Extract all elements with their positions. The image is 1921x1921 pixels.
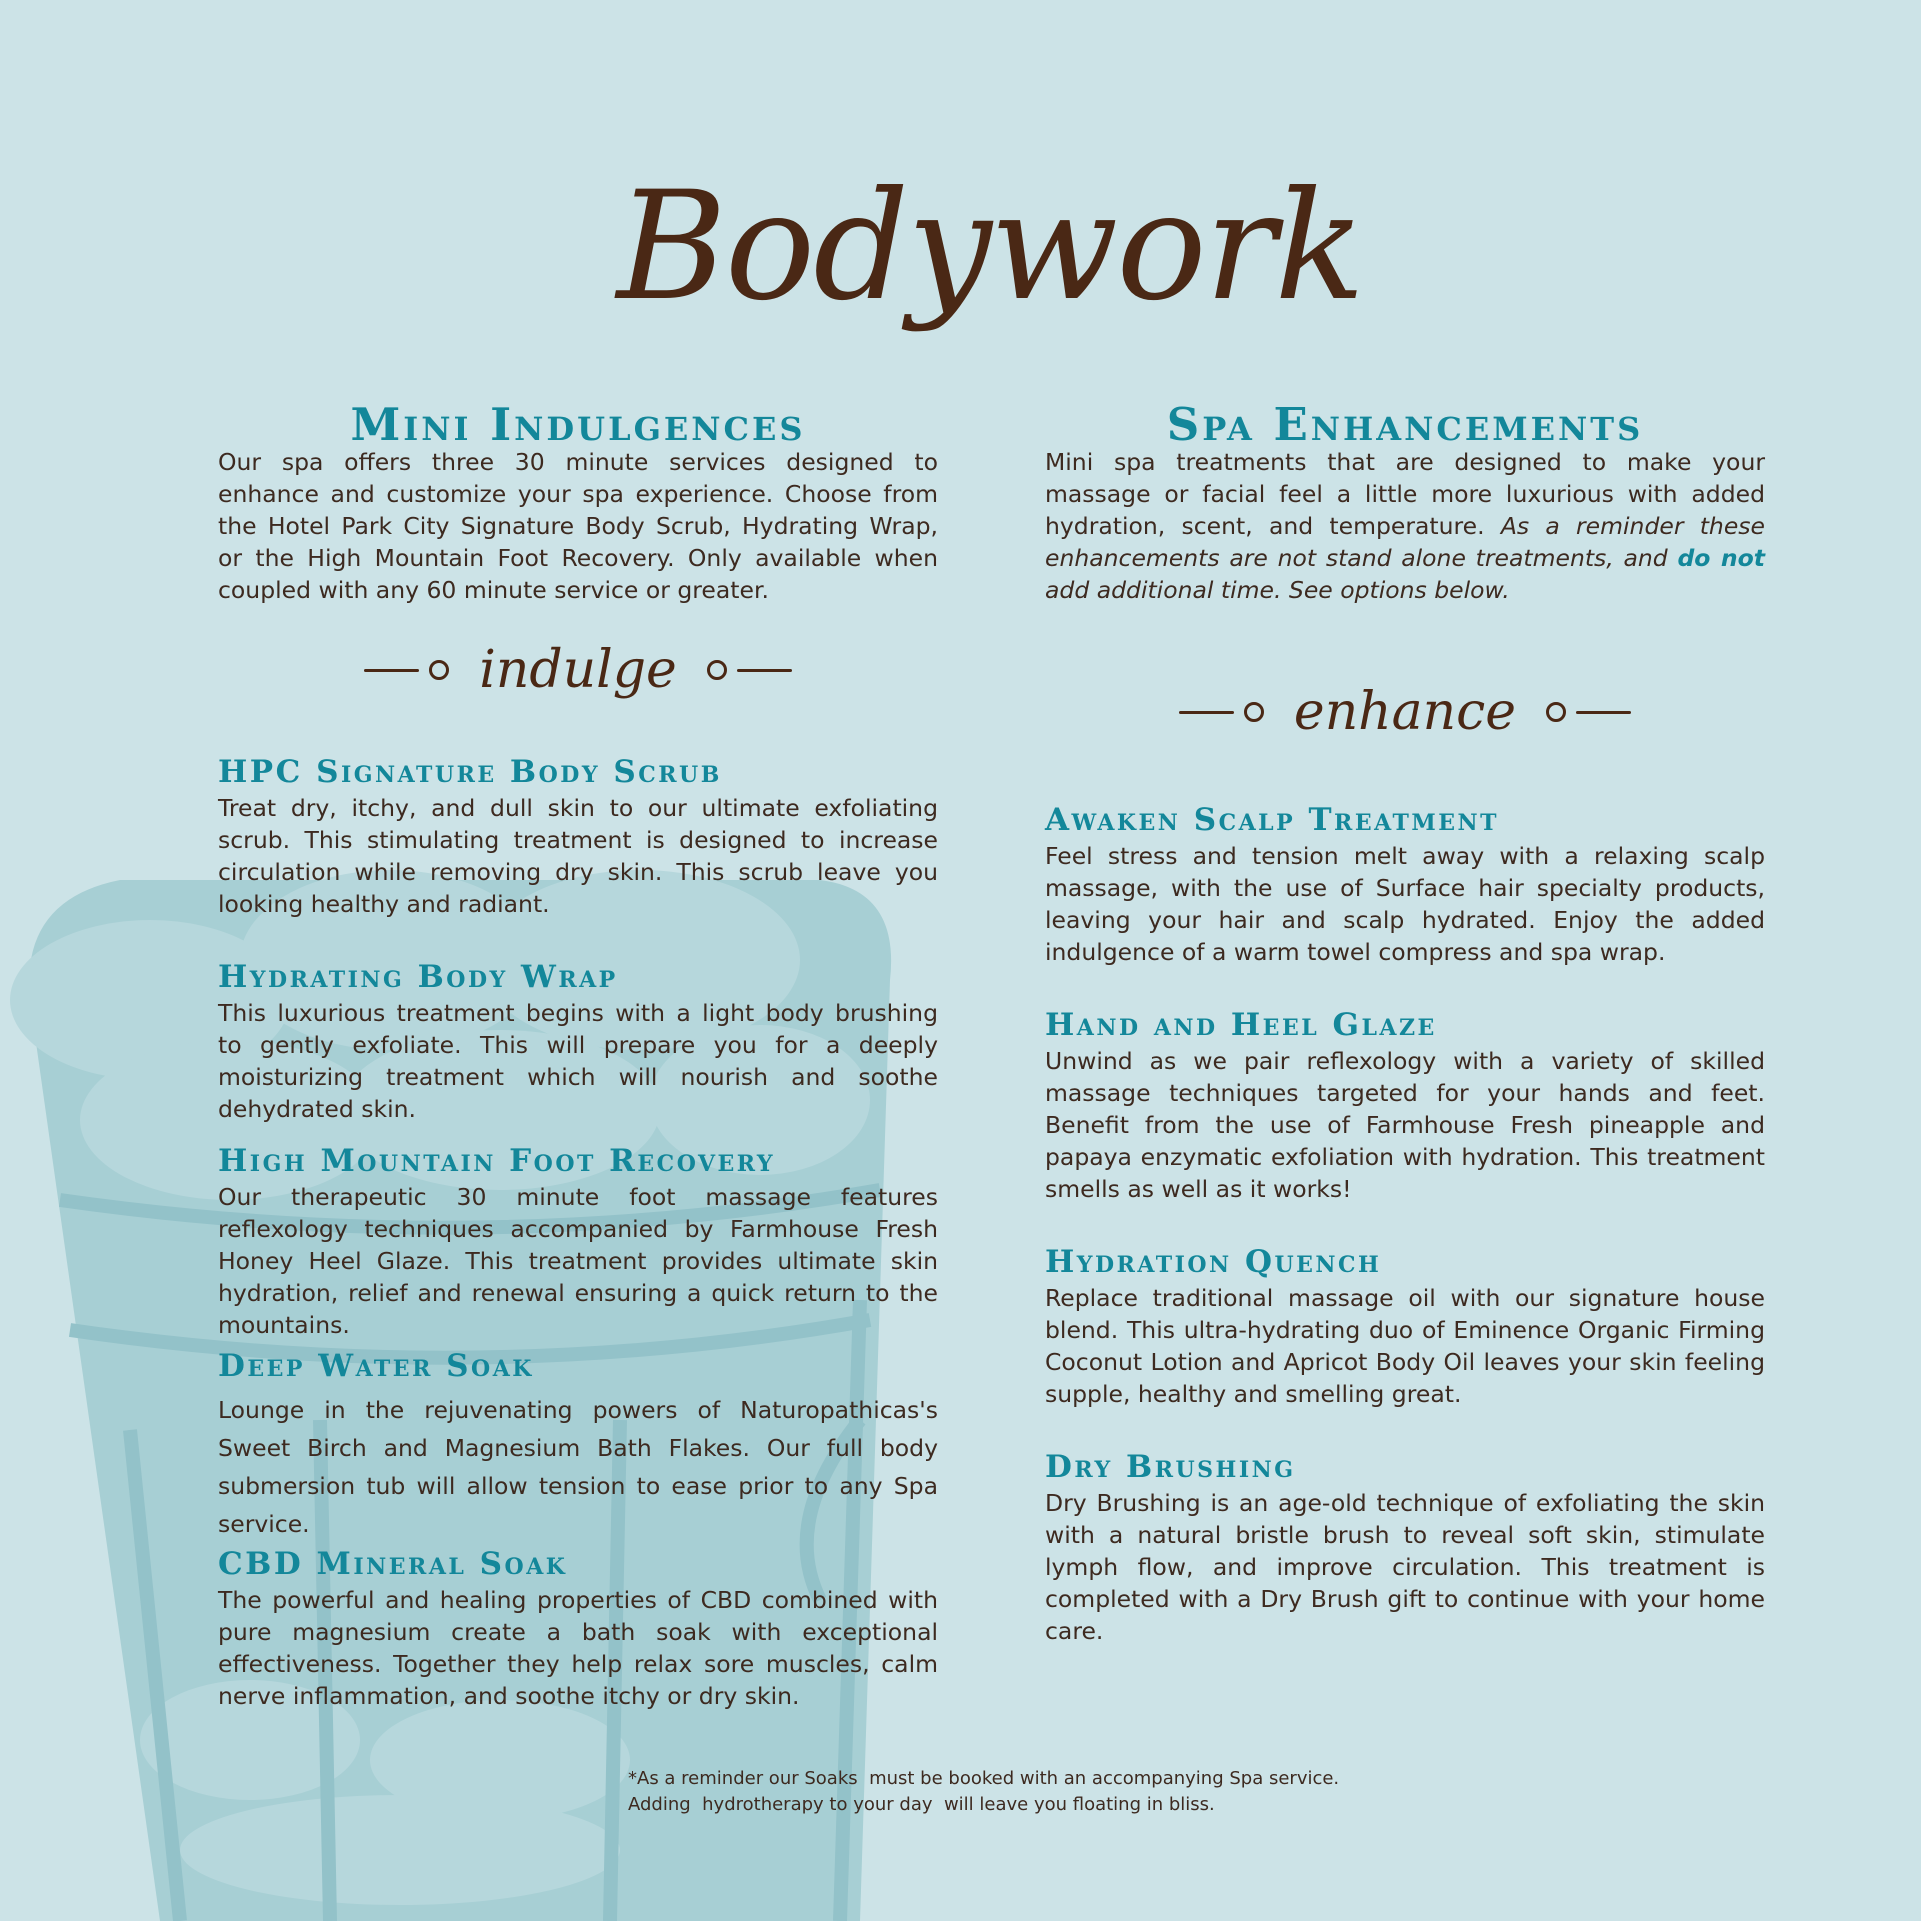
item-title-hpc-signature-body-scrub: HPC Signature Body Scrub [218, 754, 722, 790]
divider-dot [1244, 702, 1264, 722]
item-desc-hydration-quench: Replace traditional massage oil with our signature house blend. This ultra-hydrating duo of Eminence Organic Firming Coconut Lotion and Apricot Body Oil leaves your skin feeling supple, healthy and smelling great. [1045, 1284, 1765, 1408]
item-desc-hand-and-heel-glaze: Unwind as we pair reflexology with a variety of skilled massage techniques targeted for your hands and feet. Benefit from the use of Farmhouse Fresh pineapple and papaya enzymatic exfoliation with hydration. This treatment smells as well as it works! [1045, 1047, 1765, 1203]
mini-indulgences-heading: Mini Indulgences [350, 398, 806, 451]
divider-line [1576, 711, 1631, 714]
divider-dot [707, 660, 727, 680]
item-title-high-mountain-foot-recovery: High Mountain Foot Recovery [218, 1143, 776, 1179]
soak-footnote [628, 1766, 1339, 1818]
spa-enhancements-intro [1045, 446, 1765, 606]
enhance-divider-label: enhance [1293, 682, 1517, 742]
item-title-dry-brushing: Dry Brushing [1045, 1449, 1296, 1485]
intro-text: Mini spa treatments that are designed to make your massage or facial feel a little more luxurious with added hydration, scent, and temperature. [1045, 448, 1765, 540]
item-title-hand-and-heel-glaze: Hand and Heel Glaze [1045, 1007, 1437, 1043]
divider-line [1179, 711, 1234, 714]
item-desc-hpc-signature-body-scrub: Treat dry, itchy, and dull skin to our ultimate exfoliating scrub. This stimulating treatment is designed to increase circulation while removing dry skin. This scrub leave you looking healthy and radiant. [218, 794, 938, 918]
footnote-line-2: Adding hydrotherapy to your day will leave you floating in bliss. [628, 1794, 1215, 1815]
indulge-divider [218, 640, 938, 700]
item-title-hydration-quench: Hydration Quench [1045, 1244, 1382, 1280]
intro-highlight-text: do not [1677, 544, 1765, 572]
footnote-line-1: *As a reminder our Soaks must be booked with an accompanying Spa service. [628, 1768, 1340, 1789]
item-desc-dry-brushing: Dry Brushing is an age-old technique of exfoliating the skin with a natural bristle brush to reveal soft skin, stimulate lymph flow, and improve circulation. This treatment is completed with a Dry Brush gift to continue with your home care. [1045, 1489, 1765, 1645]
spa-enhancements-heading: Spa Enhancements [1166, 398, 1644, 451]
item-desc-deep-water-soak: Lounge in the rejuvenating powers of Naturopathicas's Sweet Birch and Magnesium Bath Flakes. Our full body submersion tub will allow tension to ease prior to any Spa service. [218, 1396, 938, 1538]
intro-reminder-text: As a reminder these enhancements are not stand alone treatments, and [1045, 512, 1765, 572]
divider-line [737, 669, 792, 672]
item-title-deep-water-soak: Deep Water Soak [218, 1348, 534, 1384]
divider-dot [429, 660, 449, 680]
item-desc-cbd-mineral-soak: The powerful and healing properties of CBD combined with pure magnesium create a bath soak with exceptional effectiveness. Together they help relax sore muscles, calm nerve inflammation, and soothe itchy or dry skin. [218, 1586, 938, 1710]
item-desc-hydrating-body-wrap: This luxurious treatment begins with a light body brushing to gently exfoliate. This will prepare you for a deeply moisturizing treatment which will nourish and soothe dehydrated skin. [218, 999, 938, 1123]
indulge-divider-label: indulge [479, 640, 677, 700]
divider-dot [1546, 702, 1566, 722]
item-title-hydrating-body-wrap: Hydrating Body Wrap [218, 959, 618, 995]
item-title-cbd-mineral-soak: CBD Mineral Soak [218, 1546, 568, 1582]
item-desc-awaken-scalp-treatment: Feel stress and tension melt away with a relaxing scalp massage, with the use of Surface hair specialty products, leaving your hair and scalp hydrated. Enjoy the added indulgence of a warm towel compress and spa wrap. [1045, 842, 1765, 966]
enhance-divider [1045, 682, 1765, 742]
item-title-awaken-scalp-treatment: Awaken Scalp Treatment [1045, 802, 1499, 838]
item-desc-high-mountain-foot-recovery: Our therapeutic 30 minute foot massage features reflexology techniques accompanied by Farmhouse Fresh Honey Heel Glaze. This treatment provides ultimate skin hydration, relief and renewal ensuring a quick return to the mountains. [218, 1183, 938, 1339]
divider-line [364, 669, 419, 672]
page-title: Bodywork [616, 160, 1364, 334]
mini-indulgences-intro: Our spa offers three 30 minute services designed to enhance and customize your spa experience. Choose from the Hotel Park City Signature Body Scrub, Hydrating Wrap, or the High Mountain Foot Recovery. Only available when coupled with any 60 minute service or greater. [218, 448, 938, 604]
intro-reminder-end-text: add additional time. See options below. [1045, 576, 1510, 604]
